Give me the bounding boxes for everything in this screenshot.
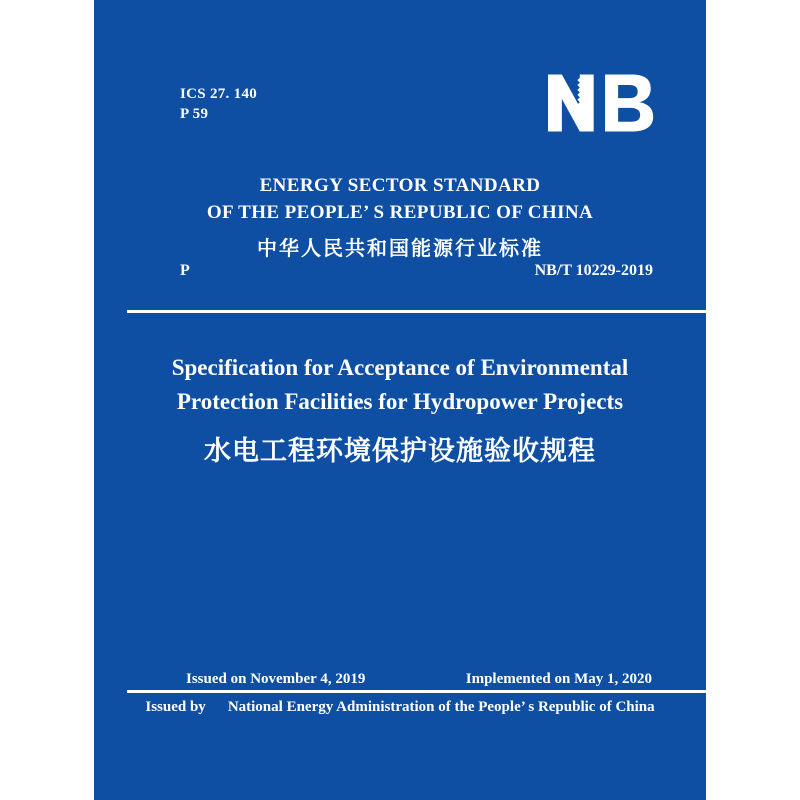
standard-name-zh: 中华人民共和国能源行业标准	[257, 238, 543, 260]
bottom-divider-line	[127, 690, 706, 693]
classification-codes	[180, 84, 257, 124]
nb-logo-icon	[548, 74, 654, 132]
implemented-date: Implemented on May 1, 2020	[465, 671, 652, 687]
standard-name-en-line2: OF THE PEOPLE’ S REPUBLIC OF CHINA	[206, 202, 594, 223]
standard-name-block	[94, 172, 706, 261]
document-title-block	[94, 351, 706, 468]
ics-code: ICS 27. 140	[180, 86, 258, 102]
top-divider-line	[127, 310, 706, 313]
issued-date: Issued on November 4, 2019	[186, 671, 366, 687]
nb-logo	[548, 74, 654, 132]
title-en-line2: Protection Facilities for Hydropower Projects	[176, 389, 624, 414]
blue-cover-panel	[94, 0, 706, 800]
classification-letter: P	[180, 262, 190, 279]
standard-name-en-line1: ENERGY SECTOR STANDARD	[259, 175, 541, 196]
dates-row	[186, 671, 652, 688]
standard-code-row	[180, 262, 653, 280]
issued-by-value: National Energy Administration of the People’ s Republic of China	[227, 699, 655, 715]
title-en-line1: Specification for Acceptance of Environmental	[171, 355, 629, 380]
record-number: P 59	[180, 106, 209, 122]
standard-code: NB/T 10229-2019	[534, 262, 653, 279]
title-zh: 水电工程环境保护设施验收规程	[204, 436, 596, 466]
issuer-row	[134, 699, 666, 716]
issued-by-label: Issued by	[145, 699, 206, 715]
